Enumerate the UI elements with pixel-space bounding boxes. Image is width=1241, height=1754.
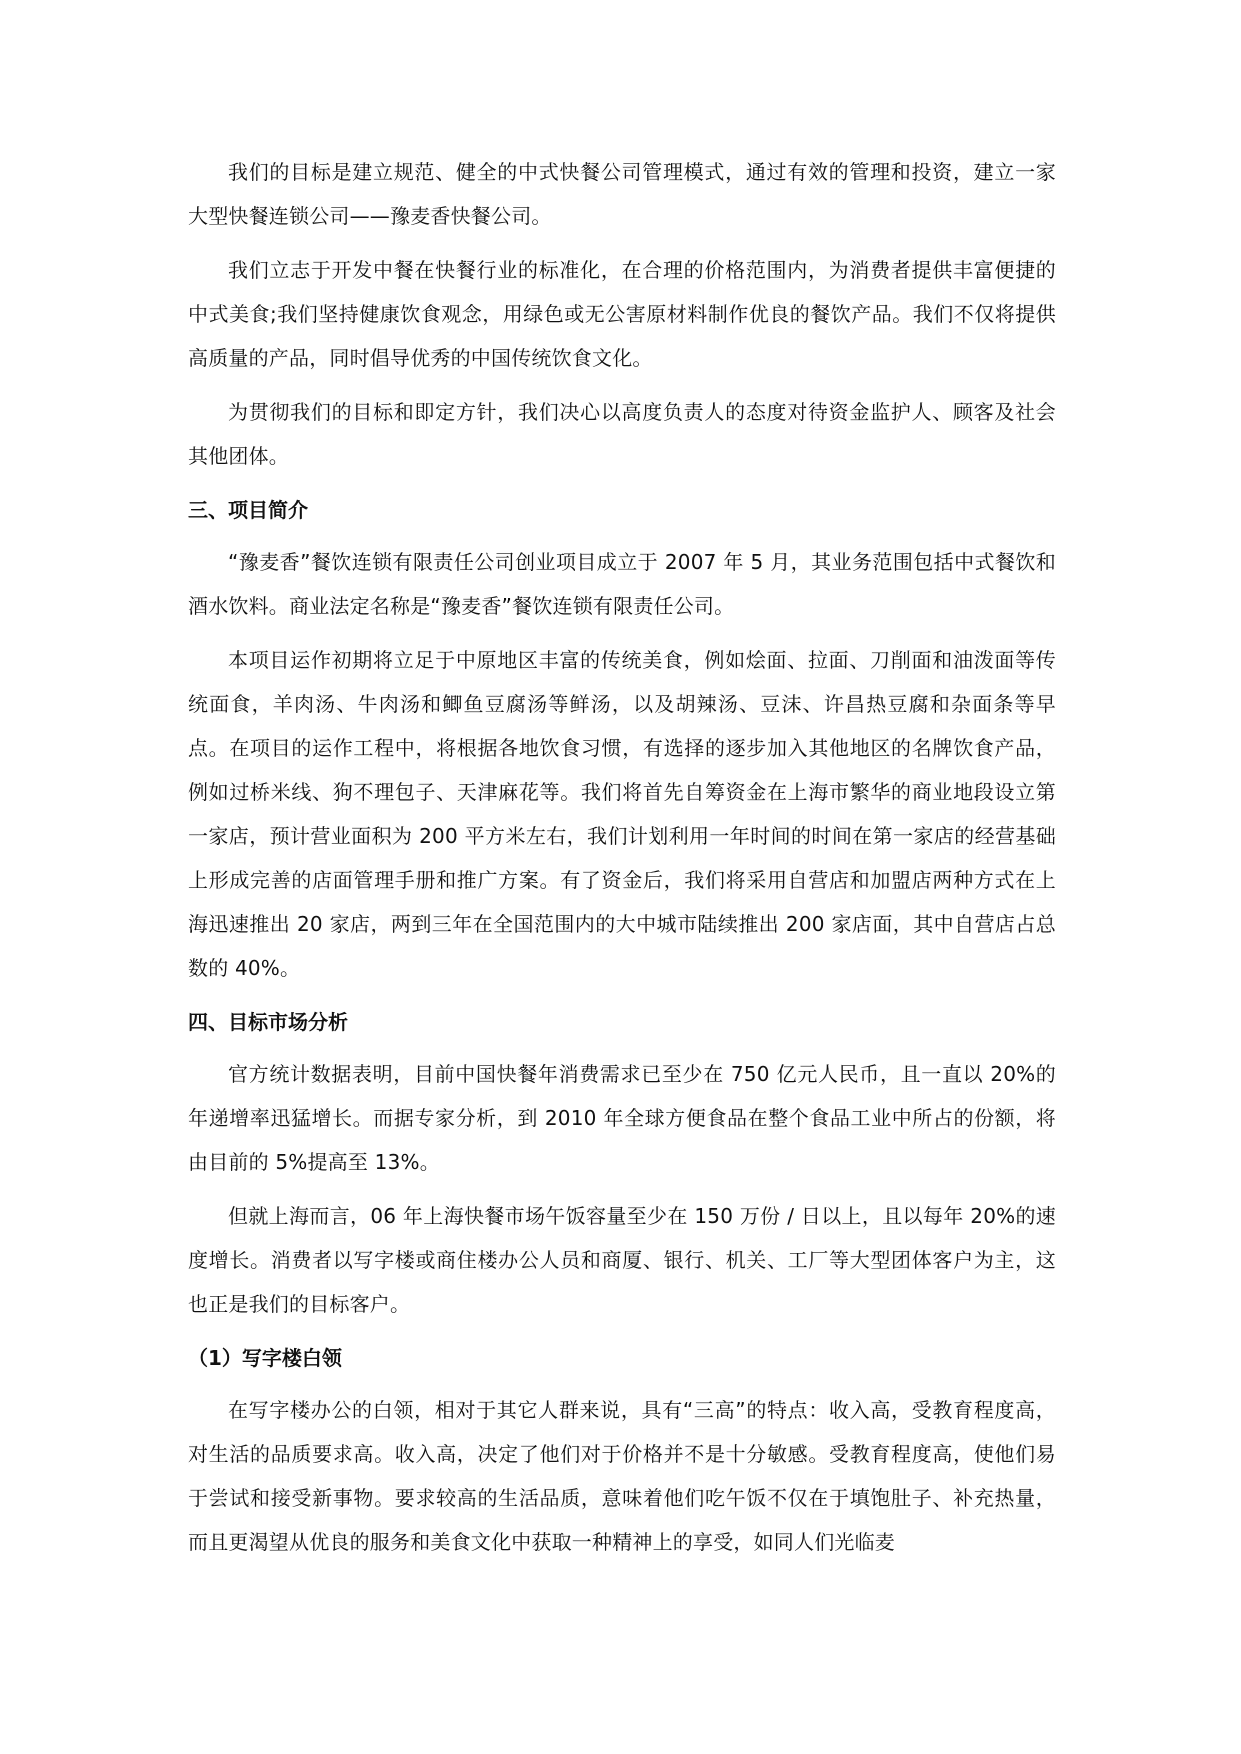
paragraph-goal: 我们的目标是建立规范、健全的中式快餐公司管理模式，通过有效的管理和投资，建立一家大型快餐连锁公司——豫麦香快餐公司。 <box>188 160 1056 228</box>
subheading-office-workers: （1）写字楼白领 <box>188 1346 342 1370</box>
document-body <box>188 150 1056 1574</box>
paragraph-office-workers: 在写字楼办公的白领，相对于其它人群来说，具有“三高”的特点：收入高，受教育程度高，对生活的品质要求高。收入高，决定了他们对于价格并不是十分敏感。受教育程度高，使他们易于尝试和接受新事物。要求较高的生活品质，意味着他们吃午饭不仅在于填饱肚子、补充热量，而且更渴望从优良的服务和美食文化中获取一种精神上的享受，如同人们光临麦 <box>188 1398 1056 1554</box>
section-heading-project-intro: 三、项目简介 <box>188 498 308 522</box>
paragraph-market-stats: 官方统计数据表明，目前中国快餐年消费需求已至少在 750 亿元人民币，且一直以 20%的年递增率迅猛增长。而据专家分析，到 2010 年全球方便食品在整个食品工业中所占的份额，将由目前的 5%提高至 13%。 <box>188 1062 1056 1174</box>
paragraph-mission: 我们立志于开发中餐在快餐行业的标准化，在合理的价格范围内，为消费者提供丰富便捷的中式美食;我们坚持健康饮食观念，用绿色或无公害原材料制作优良的餐饮产品。我们不仅将提供高质量的产品，同时倡导优秀的中国传统饮食文化。 <box>188 258 1056 370</box>
paragraph-operations-plan: 本项目运作初期将立足于中原地区丰富的传统美食，例如烩面、拉面、刀削面和油泼面等传统面食，羊肉汤、牛肉汤和鲫鱼豆腐汤等鲜汤，以及胡辣汤、豆沫、许昌热豆腐和杂面条等早点。在项目的运作工程中，将根据各地饮食习惯，有选择的逐步加入其他地区的名牌饮食产品，例如过桥米线、狗不理包子、天津麻花等。我们将首先自筹资金在上海市繁华的商业地段设立第一家店，预计营业面积为 200 平方米左右，我们计划利用一年时间的时间在第一家店的经营基础上形成完善的店面管理手册和推广方案。有了资金后，我们将采用自营店和加盟店两种方式在上海迅速推出 20 家店，两到三年在全国范围内的大中城市陆续推出 200 家店面，其中自营店占总数的 40%。 <box>188 648 1056 980</box>
paragraph-company-founding: “豫麦香”餐饮连锁有限责任公司创业项目成立于 2007 年 5 月，其业务范围包括中式餐饮和酒水饮料。商业法定名称是“豫麦香”餐饮连锁有限责任公司。 <box>188 550 1056 618</box>
paragraph-shanghai-market: 但就上海而言，06 年上海快餐市场午饭容量至少在 150 万份 / 日以上，且以每年 20%的速度增长。消费者以写字楼或商住楼办公人员和商厦、银行、机关、工厂等大型团体客户为主，这也正是我们的目标客户。 <box>188 1204 1056 1316</box>
paragraph-commitment: 为贯彻我们的目标和即定方针，我们决心以高度负责人的态度对待资金监护人、顾客及社会其他团体。 <box>188 400 1056 468</box>
section-heading-market-analysis: 四、目标市场分析 <box>188 1010 348 1034</box>
